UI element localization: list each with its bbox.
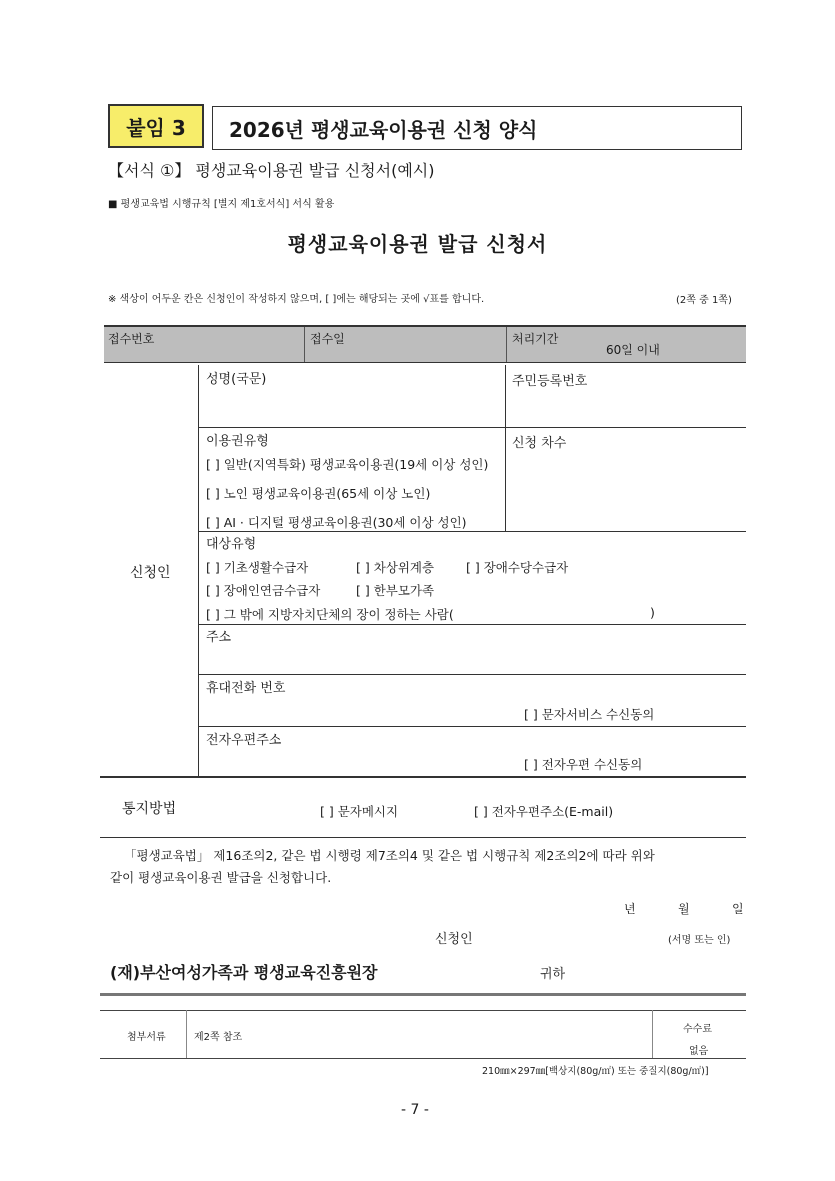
attachments-top-border xyxy=(100,1010,746,1011)
sign-hint: (서명 또는 인) xyxy=(668,935,731,946)
fee-label: 수수료 xyxy=(683,1024,712,1035)
voucher-option-ai-digital[interactable]: [ ] AI · 디지털 평생교육이용권(30세 이상 성인) xyxy=(206,515,467,530)
voucher-option-senior[interactable]: [ ] 노인 평생교육이용권(65세 이상 노인) xyxy=(206,486,431,501)
attachment-badge xyxy=(108,104,204,148)
target-other[interactable]: [ ] 그 밖에 지방자치단체의 장이 정하는 사람( xyxy=(206,607,454,622)
receipt-date-label: 접수일 xyxy=(310,332,345,346)
voucher-option-general[interactable]: [ ] 일반(지역특화) 평생교육이용권(19세 이상 성인) xyxy=(206,457,489,472)
column-divider xyxy=(505,365,506,531)
attachments-value: 제2쪽 참조 xyxy=(194,1032,243,1043)
receipt-row xyxy=(104,325,746,363)
recipient-name: (재)부산여성가족과 평생교육진흥원장 xyxy=(110,963,378,982)
notification-label: 통지방법 xyxy=(122,801,177,817)
target-single-parent[interactable]: [ ] 한부모가족 xyxy=(356,583,435,598)
row-divider xyxy=(198,531,746,532)
section-divider xyxy=(100,776,746,778)
row-divider xyxy=(198,624,746,625)
legal-note: ■ 평생교육법 시행규칙 [별지 제1호서식] 서식 활용 xyxy=(108,199,335,210)
applicant-section-label: 신청인 xyxy=(130,565,171,581)
recipient-suffix: 귀하 xyxy=(540,967,566,982)
page-title-text: 2026년 평생교육이용권 신청 양식 xyxy=(229,117,538,142)
day-label: 일 xyxy=(732,902,744,916)
target-other-close: ) xyxy=(650,605,655,620)
row-divider xyxy=(198,674,746,675)
receipt-number-label: 접수번호 xyxy=(108,332,155,346)
page-title xyxy=(212,106,742,150)
target-disability-pension[interactable]: [ ] 장애인연금수급자 xyxy=(206,583,321,598)
processing-period-label: 처리기간 xyxy=(512,332,559,346)
applicant-sign-label: 신청인 xyxy=(435,932,473,947)
notify-email-checkbox[interactable]: [ ] 전자우편주소(E-mail) xyxy=(474,804,614,819)
recipient-underline xyxy=(100,993,746,996)
instruction-note: ※ 색상이 어두운 칸은 신청인이 작성하지 않으며, [ ]에는 해당되는 곳에 √표를 합니다. xyxy=(108,294,485,305)
notify-sms-checkbox[interactable]: [ ] 문자메시지 xyxy=(320,804,399,819)
processing-period-value: 60일 이내 xyxy=(606,343,660,357)
receipt-divider xyxy=(506,327,507,362)
target-near-poverty[interactable]: [ ] 차상위계층 xyxy=(356,560,435,575)
round-label: 신청 차수 xyxy=(512,436,567,451)
paper-spec: 210㎜×297㎜[백상지(80g/㎡) 또는 중질지(80g/㎡)] xyxy=(482,1066,709,1077)
attachments-label: 첨부서류 xyxy=(127,1032,166,1043)
badge-label: 붙임 3 xyxy=(126,115,186,140)
email-consent-checkbox[interactable]: [ ] 전자우편 수신동의 xyxy=(524,757,643,772)
month-label: 월 xyxy=(678,902,690,916)
row-divider xyxy=(198,726,746,727)
sms-consent-checkbox[interactable]: [ ] 문자서비스 수신동의 xyxy=(524,707,655,722)
attachments-bottom-border xyxy=(100,1058,746,1059)
phone-label: 휴대전화 번호 xyxy=(206,681,286,696)
declaration-line1: 「평생교육법」 제16조의2, 같은 법 시행령 제7조의4 및 같은 법 시행규칙 제2조의2에 따라 위와 xyxy=(124,848,655,863)
address-label: 주소 xyxy=(206,630,232,645)
target-disability-allowance[interactable]: [ ] 장애수당수급자 xyxy=(466,560,569,575)
document-title: 평생교육이용권 발급 신청서 xyxy=(287,232,548,256)
target-basic-livelihood[interactable]: [ ] 기초생활수급자 xyxy=(206,560,309,575)
year-label: 년 xyxy=(624,902,636,916)
email-label: 전자우편주소 xyxy=(206,733,282,748)
row-divider xyxy=(198,427,746,428)
voucher-type-label: 이용권유형 xyxy=(206,434,269,449)
attachments-divider xyxy=(186,1010,187,1058)
fee-value: 없음 xyxy=(689,1046,709,1057)
section-divider xyxy=(100,837,746,838)
page-indicator: (2쪽 중 1쪽) xyxy=(676,295,732,306)
target-type-label: 대상유형 xyxy=(206,537,257,552)
receipt-divider xyxy=(304,327,305,362)
attachments-divider xyxy=(652,1010,653,1058)
rrn-label: 주민등록번호 xyxy=(512,374,588,389)
form-heading: 【서식 ①】 평생교육이용권 발급 신청서(예시) xyxy=(108,161,435,180)
name-label: 성명(국문) xyxy=(206,372,267,387)
declaration-line2: 같이 평생교육이용권 발급을 신청합니다. xyxy=(110,870,332,885)
page-number: - 7 - xyxy=(401,1102,429,1118)
